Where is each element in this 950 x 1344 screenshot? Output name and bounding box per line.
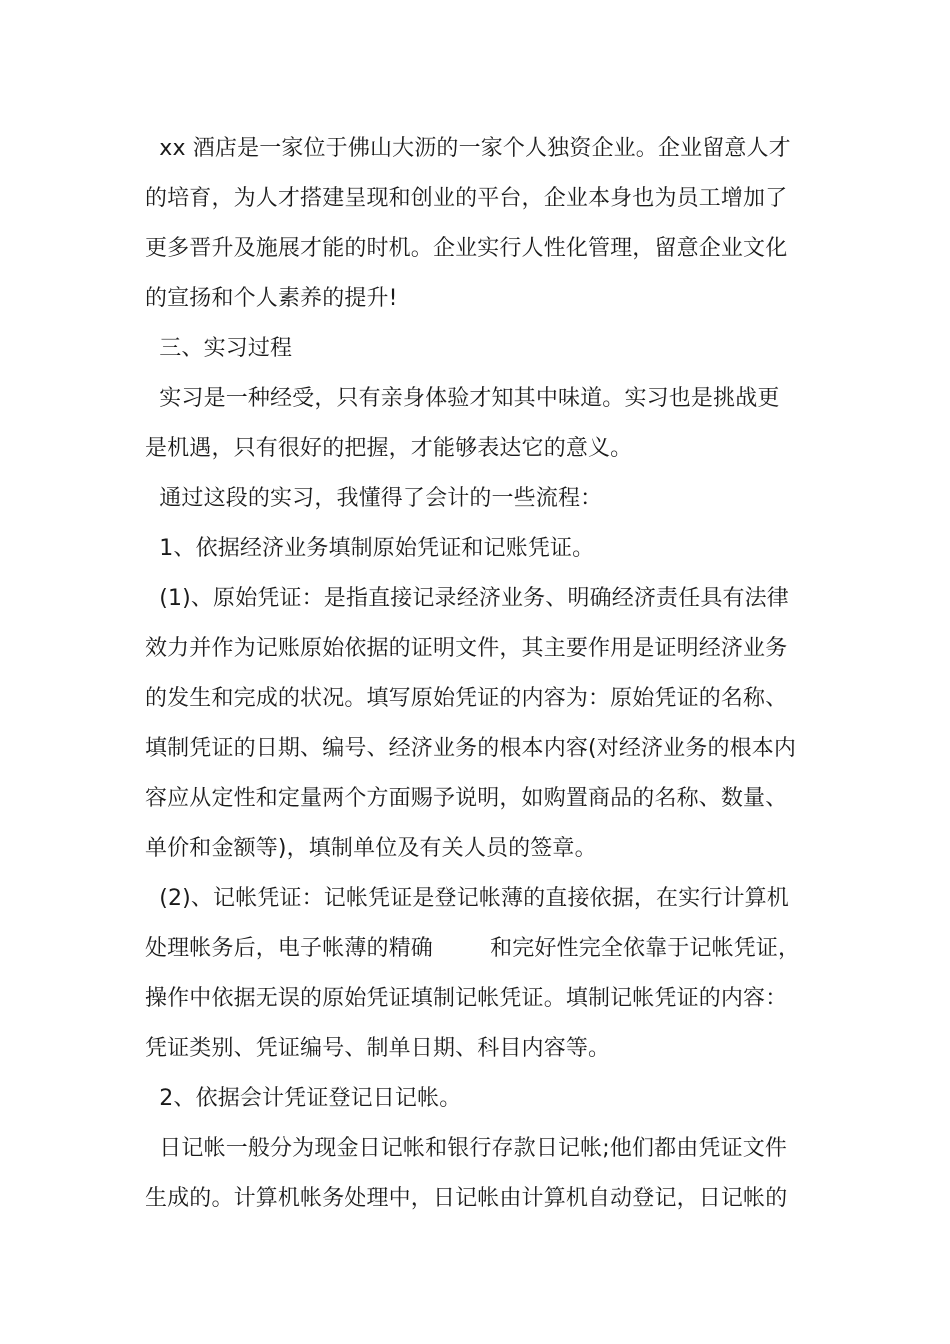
paragraph-line: 填制凭证的日期、编号、经济业务的根本内容(对经济业务的根本内	[145, 736, 797, 761]
paragraph-line: 通过这段的实习，我懂得了会计的一些流程：	[145, 486, 603, 511]
paragraph-line: 生成的。计算机帐务处理中，日记帐由计算机自动登记，日记帐的	[145, 1186, 788, 1211]
paragraph-line: 日记帐一般分为现金日记帐和银行存款日记帐;他们都由凭证文件	[145, 1136, 788, 1161]
paragraph-line: 单价和金额等)，填制单位及有关人员的签章。	[145, 836, 597, 861]
section-heading: 三、实习过程	[145, 336, 293, 361]
paragraph-line: 的发生和完成的状况。填写原始凭证的内容为：原始凭证的名称、	[145, 686, 788, 711]
paragraph-line: (1)、原始凭证：是指直接记录经济业务、明确经济责任具有法律	[145, 586, 789, 611]
paragraph-line: 容应从定性和定量两个方面赐予说明，如购置商品的名称、数量、	[145, 786, 788, 811]
paragraph-line: xx 酒店是一家位于佛山大沥的一家个人独资企业。企业留意人才	[145, 136, 791, 161]
paragraph-line: 是机遇，只有很好的把握，才能够表达它的意义。	[145, 436, 633, 461]
list-item-heading: 2、依据会计凭证登记日记帐。	[145, 1086, 462, 1111]
paragraph-line: (2)、记帐凭证：记帐凭证是登记帐薄的直接依据，在实行计算机	[145, 886, 789, 911]
paragraph-line: 更多晋升及施展才能的时机。企业实行人性化管理，留意企业文化	[145, 236, 788, 261]
list-item-heading: 1、依据经济业务填制原始凭证和记账凭证。	[145, 536, 595, 561]
paragraph-line: 处理帐务后，电子帐薄的精确 和完好性完全依靠于记帐凭证，	[145, 936, 801, 961]
paragraph-line: 效力并作为记账原始依据的证明文件，其主要作用是证明经济业务	[145, 636, 788, 661]
paragraph-line: 操作中依据无误的原始凭证填制记帐凭证。填制记帐凭证的内容：	[145, 986, 788, 1011]
paragraph-line: 的宣扬和个人素养的提升!	[145, 286, 398, 311]
paragraph-line: 的培育，为人才搭建呈现和创业的平台，企业本身也为员工增加了	[145, 186, 788, 211]
paragraph-line: 实习是一种经受，只有亲身体验才知其中味道。实习也是挑战更	[145, 386, 780, 411]
paragraph-line: 凭证类别、凭证编号、制单日期、科目内容等。	[145, 1036, 611, 1061]
